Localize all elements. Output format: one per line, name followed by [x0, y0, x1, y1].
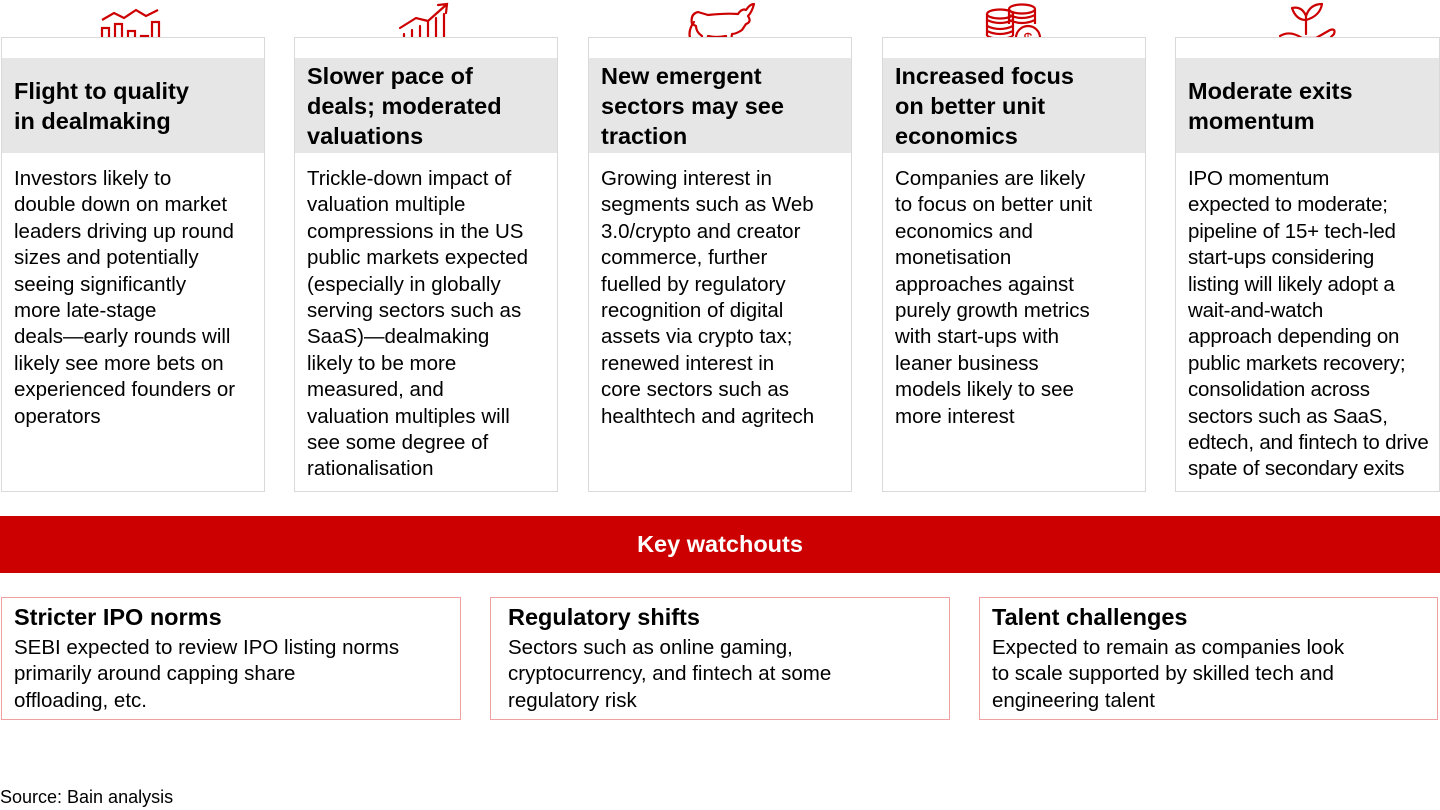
trend-description: IPO momentum expected to moderate; pipeline of 15+ tech-led start-ups considering listing will likely adopt a wait-and-watch approach depending on public markets recovery; consolidation across sectors such as SaaS, edtech, and fintech to drive spate of secondary exits	[1188, 167, 1429, 481]
trend-title: Increased focus on better unit economics	[895, 62, 1074, 149]
trend-title: Flight to quality in dealmaking	[14, 77, 189, 134]
trend-card-slower-pace	[294, 37, 558, 492]
trend-card-moderate-exits	[1175, 37, 1440, 492]
trend-title: New emergent sectors may see traction	[601, 62, 784, 149]
trend-header	[883, 58, 1145, 153]
trend-description: Companies are likely to focus on better unit economics and monetisation approaches against purely growth metrics with start-ups with leaner business models likely to see more interest	[895, 167, 1093, 428]
trend-description: Investors likely to double down on market leaders driving up round sizes and potentially seeing significantly more late-stage deals—early rounds will likely see more bets on experienced founders or operators	[14, 167, 236, 428]
trend-title: Moderate exits momentum	[1188, 77, 1353, 134]
source-note: Source: Bain analysis	[0, 787, 174, 807]
watchout-title: Regulatory shifts	[508, 604, 700, 630]
trend-header	[295, 58, 557, 153]
trend-description: Trickle-down impact of valuation multiple compressions in the US public markets expected (especially in globally serving sectors such as SaaS)—dealmaking likely to be more measured, and valuation multiples will see some degree of rationalisation	[307, 167, 529, 481]
watchout-description: Sectors such as online gaming, cryptocurrency, and fintech at some regulatory risk	[508, 636, 832, 712]
key-watchouts-banner	[0, 516, 1440, 573]
watchout-title: Talent challenges	[992, 604, 1188, 630]
trend-header	[1176, 58, 1439, 153]
trend-description: Growing interest in segments such as Web 3.0/crypto and creator commerce, further fuelled by regulatory recognition of digital assets via crypto tax; renewed interest in core sectors such as healthtech and agritech	[601, 167, 815, 428]
trend-card-unit-economics	[882, 37, 1146, 492]
trend-card-emergent-sectors	[588, 37, 852, 492]
watchout-description: Expected to remain as companies look to scale supported by skilled tech and engineering talent	[992, 636, 1345, 712]
watchout-card-talent	[979, 597, 1438, 720]
trend-title: Slower pace of deals; moderated valuations	[307, 62, 502, 149]
watchout-card-ipo-norms	[1, 597, 461, 720]
trend-header	[2, 58, 264, 153]
watchout-title: Stricter IPO norms	[14, 604, 222, 630]
watchout-card-regulatory	[490, 597, 950, 720]
trend-card-flight-to-quality	[1, 37, 265, 492]
key-watchouts-heading: Key watchouts	[637, 531, 803, 557]
watchout-description: SEBI expected to review IPO listing norms primarily around capping share offloading, etc.	[14, 636, 400, 712]
trend-header	[589, 58, 851, 153]
